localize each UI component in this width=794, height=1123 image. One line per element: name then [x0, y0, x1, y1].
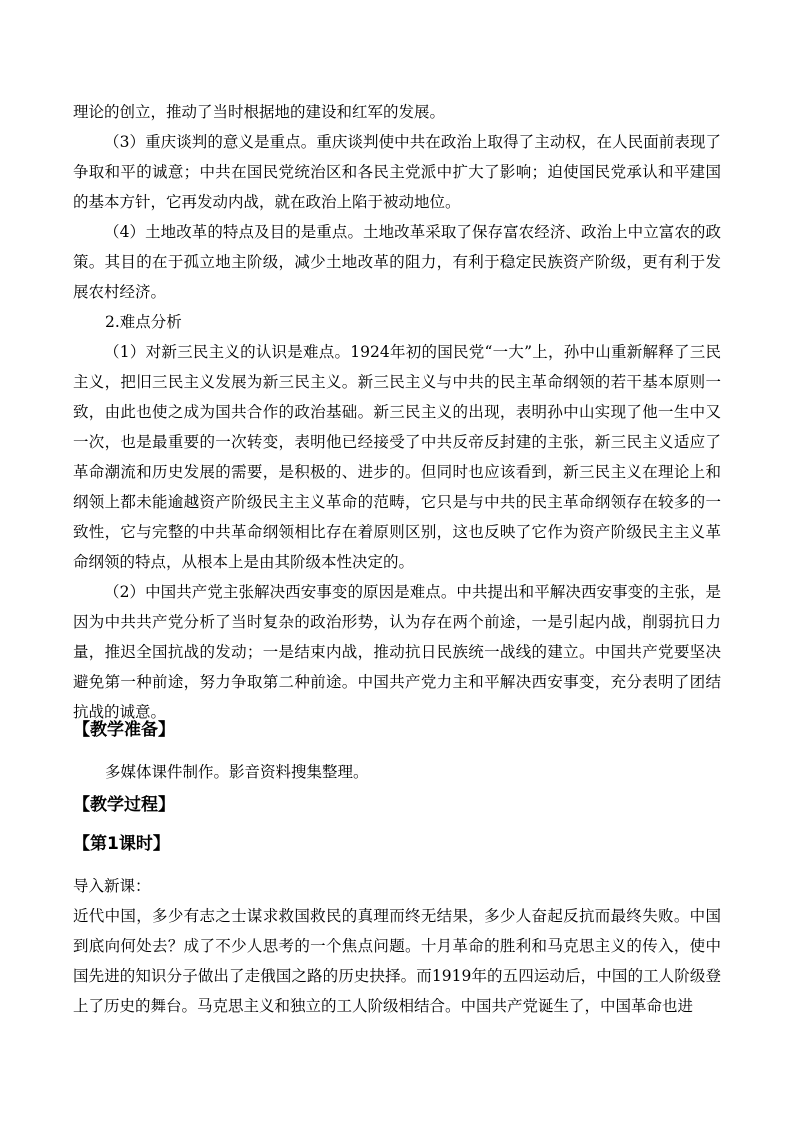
heading-lesson-1: 【第1课时】	[73, 834, 170, 854]
paragraph-land-reform: （4）土地改革的特点及目的是重点。土地改革采取了保存富农经济、政治上中立富农的政策。其目的在于孤立地主阶级，减少土地改革的阻力，有利于稳定民族资产阶级，更有利于发展农村经济。	[73, 223, 721, 301]
heading-teaching-preparation: 【教学准备】	[73, 720, 175, 740]
label-introduction: 导入新课：	[73, 877, 151, 895]
paragraph-preparation-content: 多媒体课件制作。影音资料搜集整理。	[105, 763, 369, 781]
subheading-difficulty-analysis: 2.难点分析	[105, 313, 182, 331]
paragraph-introduction-content: 近代中国，多少有志之士谋求救国救民的真理而终无结果，多少人奋起反抗而最终失败。中国到底向何处去？成了不少人思考的一个焦点问题。十月革命的胜利和马克思主义的传入，使中国先进的知识分子做出了走俄国之路的历史抉择。而1919年的五四运动后，中国的工人阶级登上了历史的舞台。马克思主义和独立的工人阶级相结合。中国共产党诞生了，中国革命也进	[73, 907, 721, 1015]
paragraph-theory-creation: 理论的创立，推动了当时根据地的建设和红军的发展。	[73, 103, 446, 121]
paragraph-xian-incident: （2）中国共产党主张解决西安事变的原因是难点。中共提出和平解决西安事变的主张，是因为中共共产党分析了当时复杂的政治形势，认为存在两个前途，一是引起内战，削弱抗日力量，推迟全国抗战的发动；一是结束内战，推动抗日民族统一战线的建立。中国共产党要坚决避免第一种前途，努力争取第二种前途。中国共产党力主和平解决西安事变，充分表明了团结抗战的诚意。	[73, 583, 721, 721]
paragraph-chongqing-negotiation: （3）重庆谈判的意义是重点。重庆谈判使中共在政治上取得了主动权，在人民面前表现了争取和平的诚意；中共在国民党统治区和各民主党派中扩大了影响；迫使国民党承认和平建国的基本方针，它再发动内战，就在政治上陷于被动地位。	[73, 133, 721, 211]
paragraph-new-three-principles: （1）对新三民主义的认识是难点。1924年初的国民党“一大”上，孙中山重新解释了三民主义，把旧三民主义发展为新三民主义。新三民主义与中共的民主革命纲领的若干基本原则一致，由此也使之成为国共合作的政治基础。新三民主义的出现，表明孙中山实现了他一生中又一次，也是最重要的一次转变，表明他已经接受了中共反帝反封建的主张，新三民主义适应了革命潮流和历史发展的需要，是积极的、进步的。但同时也应该看到，新三民主义在理论上和纲领上都未能逾越资产阶级民主主义革命的范畴，它只是与中共的民主革命纲领存在较多的一致性，它与完整的中共革命纲领相比存在着原则区别，这也反映了它作为资产阶级民主主义革命纲领的特点，从根本上是由其阶级本性决定的。	[73, 343, 721, 571]
heading-teaching-process: 【教学过程】	[73, 795, 175, 815]
